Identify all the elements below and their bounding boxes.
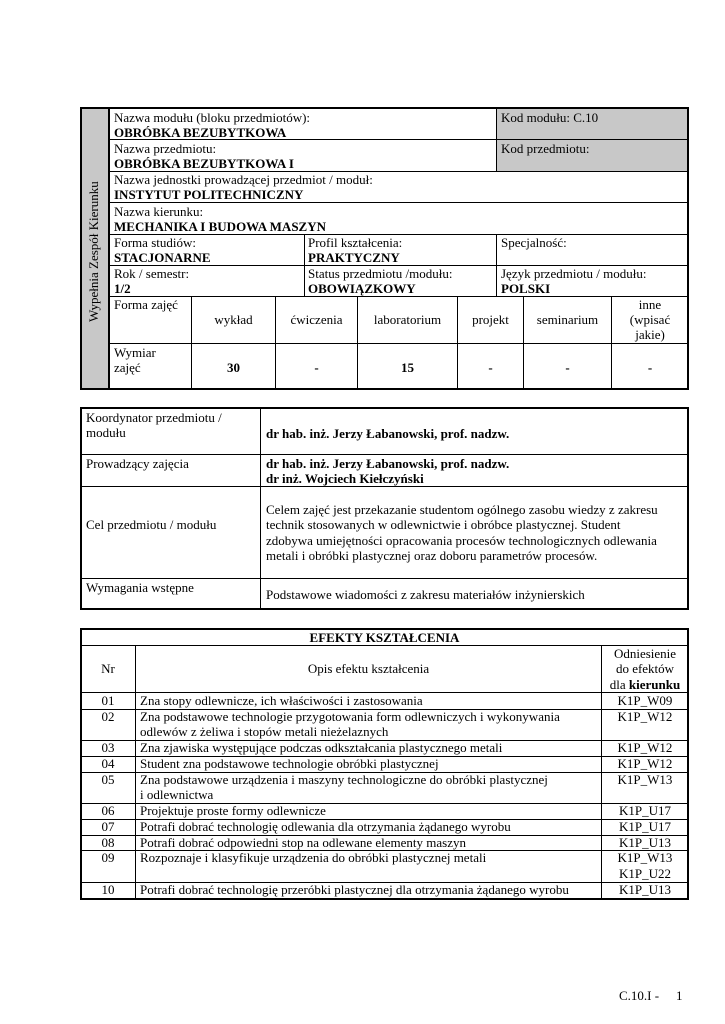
hours-exercises: - [314,360,319,375]
header-seminar: seminarium [536,312,599,327]
unit-value: INSTYTUT POLITECHNICZNY [114,187,304,202]
instructor-2: dr inż. Wojciech Kiełczyński [266,471,424,486]
outcome-description: Zna stopy odlewnicze, ich właściwości i zastosowania [140,693,423,708]
module-code: Kod modułu: C.10 [501,110,599,125]
module-name-label: Nazwa modułu (bloku przedmiotów): [114,110,311,125]
hours-other: - [647,360,653,375]
language-label: Język przedmiotu / modułu: [501,266,647,281]
outcome-reference: K1P_W13 [617,771,673,787]
outcome-nr: 04 [101,755,115,771]
specialty-label: Specjalność: [501,235,567,250]
outcome-description: Potrafi dobrać technologię przeróbki plastycznej dla otrzymania żądanego wyrobu [140,881,569,897]
outcome-description: Potrafi dobrać technologię odlewania dla otrzymania żądanego wyrobu [140,818,511,834]
year-label: Rok / semestr: [114,266,190,281]
field-value: MECHANIKA I BUDOWA MASZYN [114,219,326,234]
outcome-nr: 08 [101,834,115,850]
outcome-nr: 03 [101,740,115,756]
field-label: Nazwa kierunku: [114,204,204,219]
hours-lecture: 30 [227,360,240,375]
outcome-reference: K1P_W09 [617,693,673,708]
outcome-description-cont: i odlewnictwa [140,787,214,803]
status-value: OBOWIĄZKOWY [308,281,416,296]
coordinator-value: dr hab. inż. Jerzy Łabanowski, prof. nadzw. [266,426,510,441]
goal-line-1: Celem zajęć jest przekazanie studentom ogólnego zasobu wiedzy z zakresu [266,502,658,517]
module-name-value: OBRÓBKA BEZUBYTKOWA [114,125,287,140]
goal-line-2: technik stosowanych w odlewnictwie i obróbce plastycznej. Student [266,517,621,532]
goal-label: Cel przedmiotu / modułu [86,517,217,532]
header-project: projekt [472,312,509,327]
hours-project: - [488,360,493,375]
hours-label-2: zajęć [114,360,141,375]
outcome-reference: K1P_W12 [617,755,673,771]
hours-label-1: Wymiar [114,345,156,360]
profile-value: PRAKTYCZNY [308,250,400,265]
header-laboratory: laboratorium [373,312,442,327]
subject-name-label: Nazwa przedmiotu: [114,141,217,156]
header-lecture: wykład [214,312,253,327]
outcome-nr: 07 [101,818,115,834]
class-form-label: Forma zajęć [114,297,178,312]
goal-line-4: metali i obróbki plastycznej oraz doboru parametrów procesów. [266,548,598,563]
header-ref-2: do efektów [615,661,675,676]
outcome-reference: K1P_W12 [617,708,673,724]
study-form-value: STACJONARNE [114,250,211,265]
outcome-description: Student zna podstawowe technologie obróbki plastycznej [140,755,439,771]
study-form-label: Forma studiów: [114,235,196,250]
year-value: 1/2 [114,281,131,296]
language-value: POLSKI [501,281,551,296]
header-nr: Nr [101,661,115,676]
coordinator-label-1: Koordynator przedmiotu / [86,410,222,425]
status-label: Status przedmiotu /modułu: [308,266,453,281]
prerequisites-value: Podstawowe wiadomości z zakresu materiałów inżynierskich [266,587,585,602]
outcome-description: Rozpoznaje i klasyfikuje urządzenia do obróbki plastycznej metali [140,850,487,866]
outcome-reference: K1P_U13 [618,834,671,850]
outcome-reference: K1P_U13 [618,881,671,897]
header-ref-3: dla kierunku [609,677,681,692]
profile-label: Profil kształcenia: [308,235,403,250]
footer-code: C.10.I - [619,988,660,1003]
instructors-label: Prowadzący zajęcia [86,456,189,471]
instructor-1: dr hab. inż. Jerzy Łabanowski, prof. nadzw. [266,456,510,471]
outcome-nr: 10 [101,881,115,897]
outcome-nr: 09 [101,850,115,866]
side-label: Wypełnia Zespół Kierunku [86,181,101,322]
header-ref-1: Odniesienie [613,646,677,661]
outcome-reference-2: K1P_U22 [618,865,671,881]
header-other-1: inne [638,297,662,312]
subject-code: Kod przedmiotu: [501,141,590,156]
header-other-3: jakie) [635,327,665,342]
hours-seminar: - [565,360,570,375]
outcome-reference: K1P_U17 [618,803,671,819]
outcome-nr: 05 [101,771,115,787]
header-exercises: ćwiczenia [290,312,343,327]
outcome-description: Zna podstawowe technologie przygotowania form odlewniczych i wykonywania [140,708,560,724]
outcomes-title: EFEKTY KSZTAŁCENIA [309,630,460,645]
header-other-2: (wpisać [629,312,671,327]
prerequisites-label: Wymagania wstępne [86,580,194,595]
outcome-nr: 06 [101,803,115,819]
footer-page-number: 1 [676,988,683,1003]
unit-label: Nazwa jednostki prowadzącej przedmiot / moduł: [114,172,373,187]
outcome-description: Projektuje proste formy odlewnicze [140,803,326,819]
hours-laboratory: 15 [401,360,414,375]
outcome-description: Zna zjawiska występujące podczas odkształcania plastycznego metali [140,740,503,756]
header-description: Opis efektu kształcenia [307,661,430,676]
outcome-description: Potrafi dobrać odpowiedni stop na odlewane elementy maszyn [140,834,466,850]
outcome-reference: K1P_W12 [617,740,673,756]
outcome-nr: 02 [101,708,115,724]
coordinator-label-2: modułu [86,425,126,440]
outcome-reference: K1P_U17 [618,818,671,834]
outcome-description-cont: odlewów z żeliwa i stopów metali nieżelaznych [140,724,389,740]
outcome-reference: K1P_W13 [617,850,673,866]
goal-line-3: zdobywa umiejętności opracowania procesów technologicznych odlewania [266,533,657,548]
subject-name-value: OBRÓBKA BEZUBYTKOWA I [114,156,294,171]
outcome-description: Zna podstawowe urządzenia i maszyny technologiczne do obróbki plastycznej [140,771,548,787]
outcome-nr: 01 [101,693,115,708]
